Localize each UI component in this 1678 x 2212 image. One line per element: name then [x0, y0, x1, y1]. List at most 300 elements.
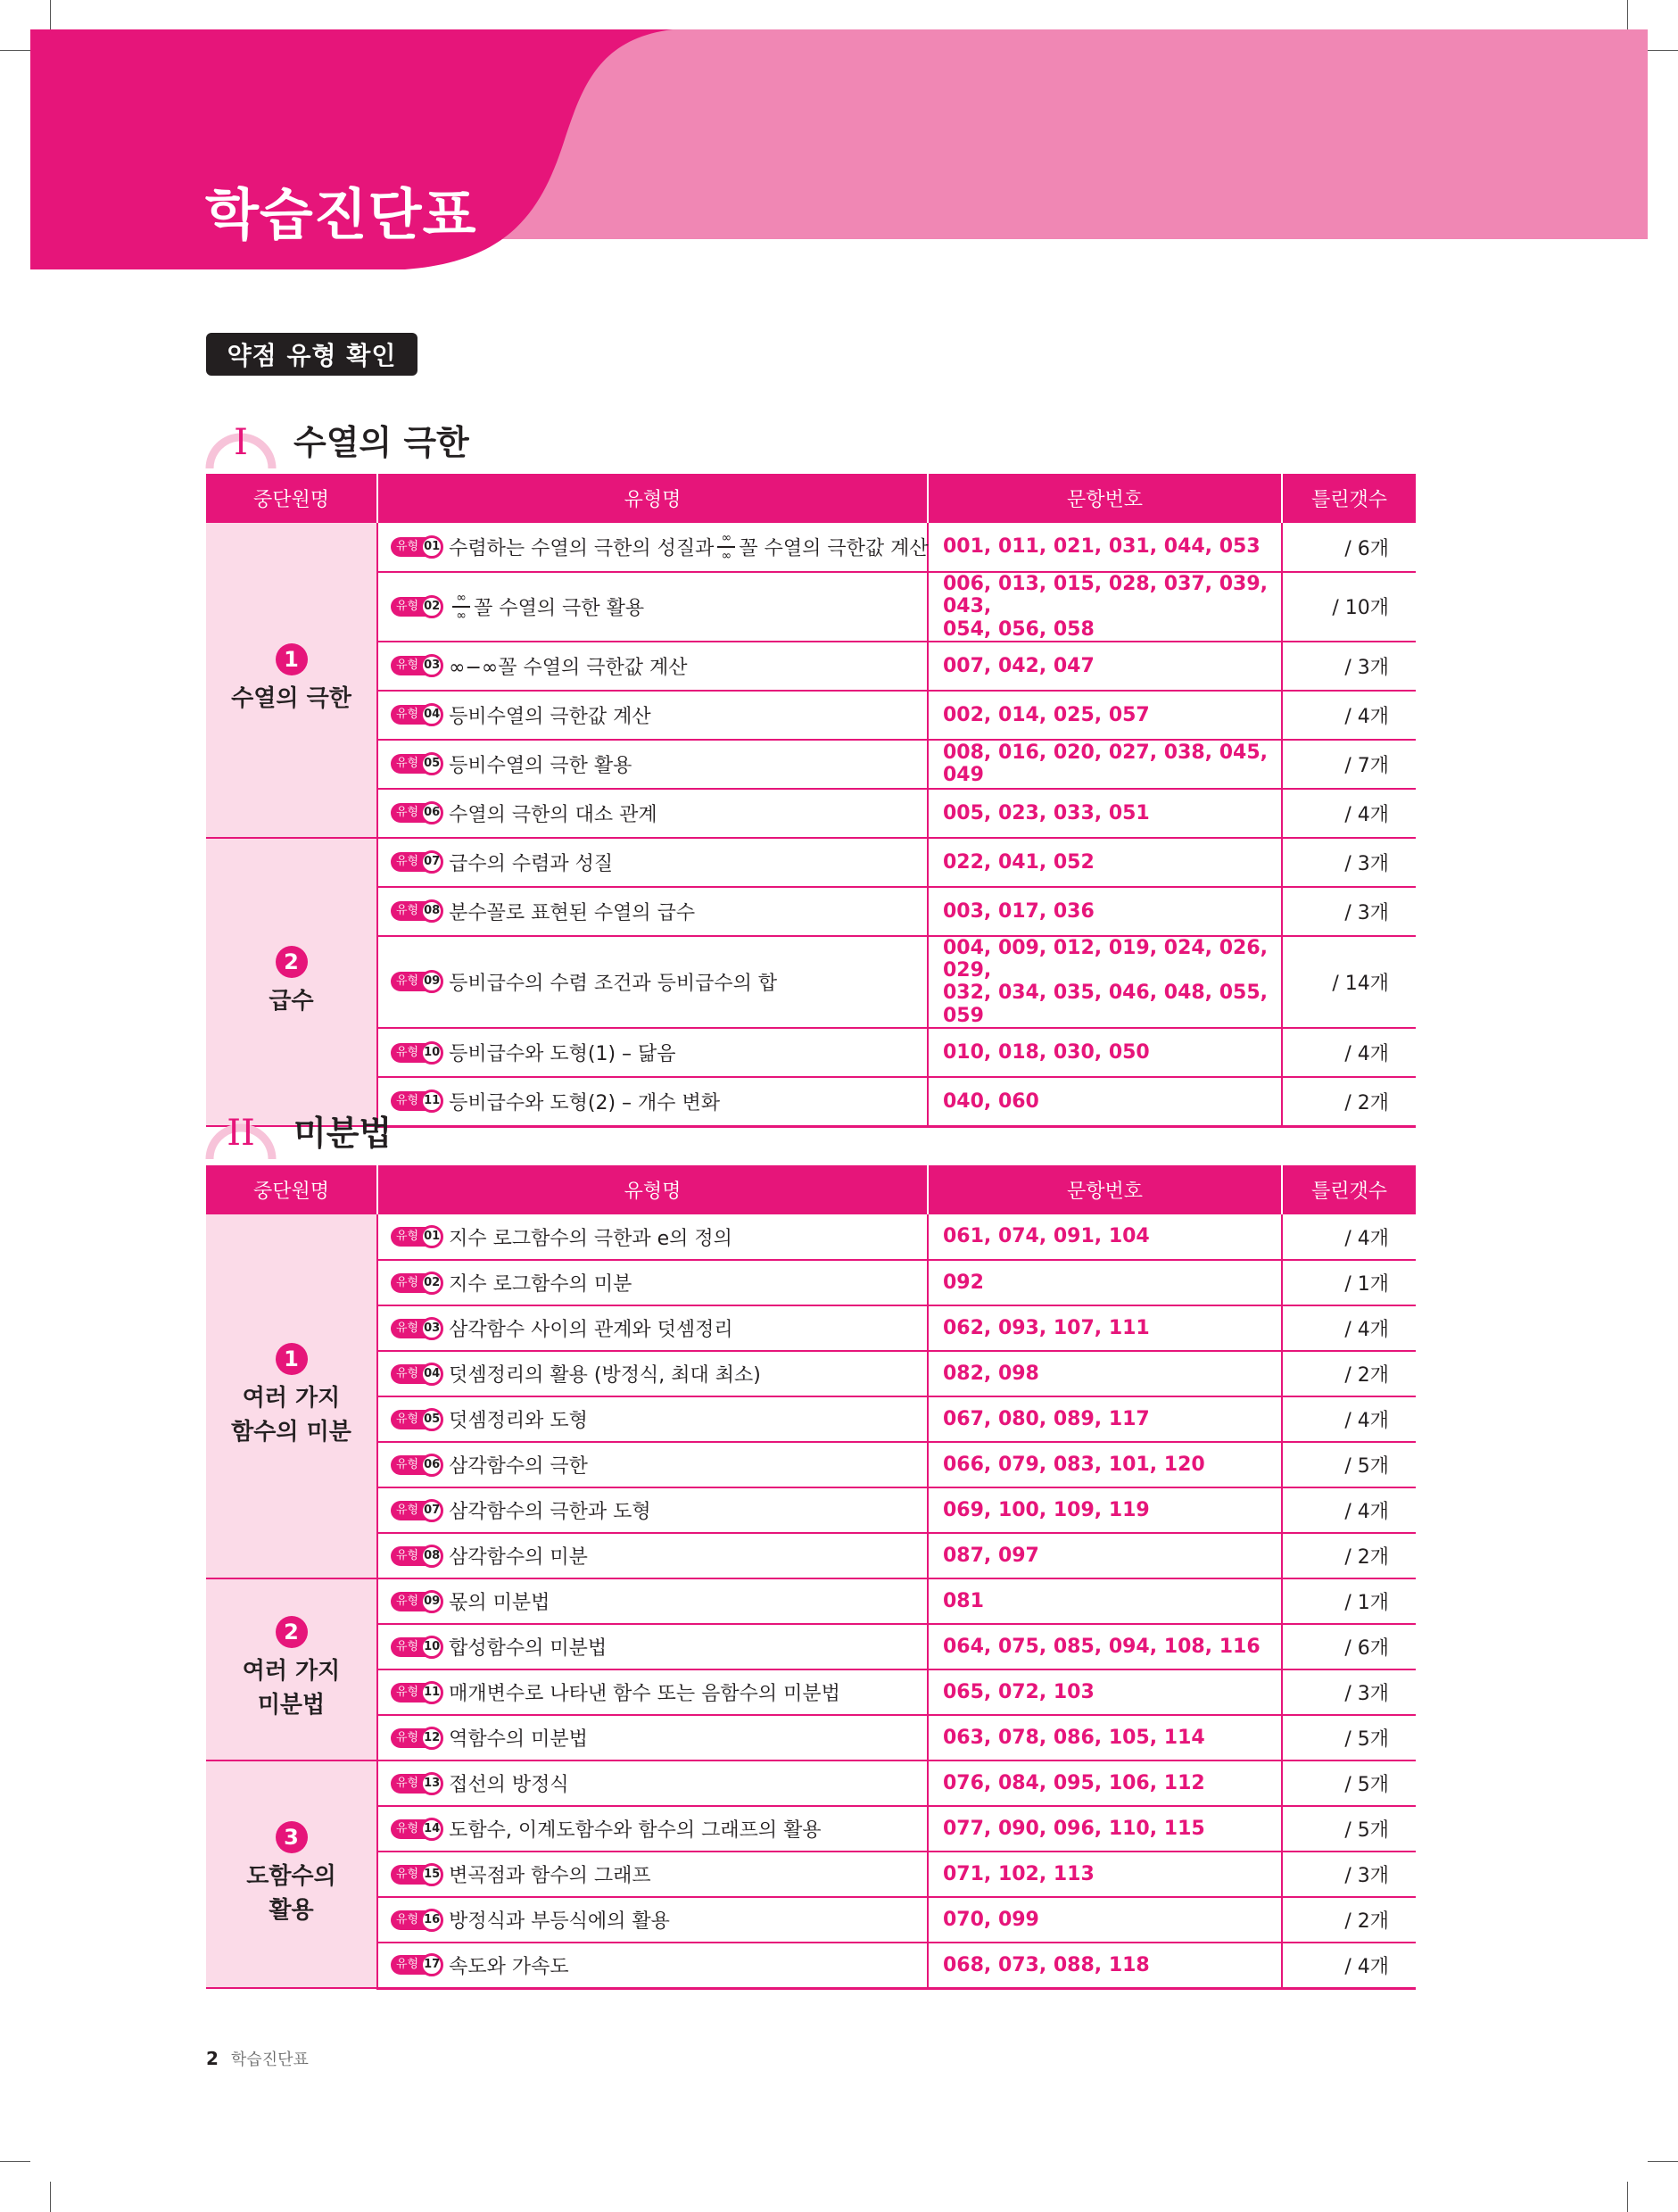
wrong-count: / 3개: [1282, 1669, 1416, 1715]
table-row: [206, 1442, 1416, 1487]
question-numbers: [928, 1260, 1282, 1305]
table-row: [206, 1028, 1416, 1077]
section-name-line: 급수: [269, 987, 314, 1015]
header-banner: [30, 29, 1648, 269]
section-cell: [206, 523, 377, 838]
type-label: 유형: [391, 537, 426, 557]
type-label: 유형: [391, 852, 426, 872]
header-type: 유형명: [377, 1165, 928, 1214]
type-badge: [391, 1272, 443, 1295]
section-name-line: 함수의 미분: [231, 1418, 351, 1446]
section-number-badge: 2: [276, 946, 308, 978]
type-number: 03: [420, 654, 443, 677]
question-numbers-line: 065, 072, 103: [943, 1680, 1095, 1703]
table-row: [206, 1578, 1416, 1624]
type-name: 분수꼴로 표현된 수열의 급수: [449, 901, 696, 924]
part-title: 수열의 극한: [293, 423, 469, 462]
frac-bar: [452, 606, 470, 608]
type-cell: [377, 523, 928, 572]
question-numbers-line: 071, 102, 113: [943, 1862, 1095, 1885]
type-name: 등비수열의 극한값 계산: [449, 705, 651, 728]
part-title: 미분법: [293, 1114, 393, 1153]
wrong-count: / 2개: [1282, 1351, 1416, 1396]
type-badge: [391, 1545, 443, 1568]
section-name: [206, 1860, 376, 1927]
question-numbers: [928, 1442, 1282, 1487]
question-numbers: [928, 1852, 1282, 1897]
type-label: 유형: [391, 1546, 426, 1566]
frac-denominator: ∞: [456, 608, 467, 623]
crop-mark: [1648, 50, 1678, 51]
question-numbers: [928, 1305, 1282, 1351]
type-name: 덧셈정리의 활용 (방정식, 최대 최소): [449, 1364, 761, 1387]
frac-numerator: ∞: [721, 531, 732, 545]
header-nums: 문항번호: [928, 474, 1282, 523]
type-name: 등비급수와 도형(2) – 개수 변화: [449, 1091, 721, 1114]
section-name: [206, 1655, 376, 1722]
type-badge: [391, 1317, 443, 1340]
type-number: 01: [420, 535, 443, 559]
type-badge: [391, 1818, 443, 1841]
type-badge: [391, 654, 443, 677]
type-cell: [377, 740, 928, 789]
type-label: 유형: [391, 1910, 426, 1930]
type-badge: [391, 1225, 443, 1248]
question-numbers-line: 064, 075, 085, 094, 108, 116: [943, 1635, 1261, 1658]
crop-mark: [1627, 2182, 1628, 2212]
section-cell: [206, 1578, 377, 1760]
wrong-count: / 6개: [1282, 523, 1416, 572]
table-row: [206, 838, 1416, 887]
section-name-line: 미분법: [257, 1692, 326, 1719]
section-cell: [206, 1760, 377, 1988]
question-numbers-line: 070, 099: [943, 1908, 1039, 1931]
type-badge: [391, 1499, 443, 1522]
type-name: 지수 로그함수의 미분: [449, 1273, 632, 1296]
type-name: 꼴 수열의 극한 활용: [474, 597, 645, 620]
type-label: 유형: [391, 597, 426, 617]
type-name: 변곡점과 함수의 그래프: [449, 1865, 651, 1887]
type-badge: [391, 752, 443, 775]
page-footer: [206, 2047, 309, 2070]
question-numbers: [928, 1806, 1282, 1852]
section-number-badge: 1: [276, 643, 308, 675]
type-number: 17: [420, 1953, 443, 1976]
type-badge: [391, 1590, 443, 1613]
header-type: 유형명: [377, 474, 928, 523]
type-number: 05: [420, 752, 443, 775]
header-wrong: 틀린갯수: [1282, 474, 1416, 523]
type-name: 매개변수로 나타낸 함수 또는 음함수의 미분법: [449, 1683, 840, 1705]
type-name: 등비급수와 도형(1) – 닮음: [449, 1043, 676, 1066]
question-numbers-line: 081: [943, 1589, 984, 1612]
type-name: 등비급수의 수렴 조건과 등비급수의 합: [449, 972, 778, 995]
type-number: 01: [420, 1225, 443, 1248]
question-numbers: [928, 1624, 1282, 1669]
type-number: 11: [420, 1089, 443, 1113]
type-number: 14: [420, 1818, 443, 1841]
table-row: [206, 1669, 1416, 1715]
wrong-count: / 4개: [1282, 1943, 1416, 1988]
type-label: 유형: [391, 1455, 426, 1475]
crop-mark: [0, 2161, 30, 2162]
type-badge: [391, 899, 443, 923]
type-name: 삼각함수 사이의 관계와 덧셈정리: [449, 1319, 733, 1341]
type-cell: [377, 691, 928, 740]
type-label: 유형: [391, 1227, 426, 1247]
frac-numerator: ∞: [456, 590, 467, 605]
question-numbers-line: 007, 042, 047: [943, 654, 1095, 677]
crop-mark: [1627, 0, 1628, 30]
type-cell: [377, 1442, 928, 1487]
type-cell: [377, 838, 928, 887]
wrong-count: / 14개: [1282, 936, 1416, 1028]
type-number: 09: [420, 970, 443, 993]
table-row: [206, 1806, 1416, 1852]
type-name: 꼴 수열의 극한값 계산: [739, 537, 929, 560]
question-numbers: [928, 1533, 1282, 1578]
question-numbers: [928, 1669, 1282, 1715]
wrong-count: / 5개: [1282, 1442, 1416, 1487]
question-numbers: [928, 740, 1282, 789]
question-numbers-line: 067, 080, 089, 117: [943, 1407, 1150, 1430]
question-numbers-line: 069, 100, 109, 119: [943, 1498, 1150, 1521]
type-badge: [391, 1863, 443, 1886]
frac-bar: [717, 546, 735, 548]
type-badge: [391, 535, 443, 559]
infinity-fraction: [717, 532, 735, 562]
type-number: 05: [420, 1408, 443, 1431]
type-number: 12: [420, 1727, 443, 1750]
question-numbers: [928, 1715, 1282, 1760]
type-cell: [377, 1487, 928, 1533]
type-cell: [377, 1305, 928, 1351]
table-row: [206, 887, 1416, 936]
table-row: [206, 1487, 1416, 1533]
part-heading: [204, 1097, 740, 1159]
wrong-count: / 5개: [1282, 1806, 1416, 1852]
type-name: 속도와 가속도: [449, 1955, 569, 1978]
wrong-count: / 4개: [1282, 1487, 1416, 1533]
type-label: 유형: [391, 656, 426, 675]
table-header-row: [206, 474, 1416, 523]
crop-mark: [50, 0, 51, 30]
type-cell: [377, 1578, 928, 1624]
type-label: 유형: [391, 1501, 426, 1520]
type-label: 유형: [391, 901, 426, 921]
question-numbers-line: 003, 017, 036: [943, 899, 1095, 923]
question-numbers: [928, 1760, 1282, 1806]
type-cell: [377, 1760, 928, 1806]
type-number: 07: [420, 850, 443, 874]
type-cell: [377, 572, 928, 642]
table-row: [206, 1715, 1416, 1760]
type-cell: [377, 1669, 928, 1715]
type-cell: [377, 936, 928, 1028]
crop-mark: [0, 50, 30, 51]
type-cell: [377, 1396, 928, 1442]
type-badge: [391, 1727, 443, 1750]
type-cell: [377, 1943, 928, 1988]
type-badge: [391, 801, 443, 824]
type-label: 유형: [391, 1091, 426, 1111]
table-row: [206, 642, 1416, 691]
type-number: 10: [420, 1041, 443, 1065]
table-row: [206, 1305, 1416, 1351]
section-name-line: 수열의 극한: [231, 685, 351, 713]
wrong-count: / 4개: [1282, 691, 1416, 740]
type-name: 방정식과 부등식에의 활용: [449, 1910, 670, 1933]
type-number: 10: [420, 1636, 443, 1659]
type-number: 03: [420, 1317, 443, 1340]
type-name: 수열의 극한의 대소 관계: [449, 803, 657, 826]
question-numbers: [928, 642, 1282, 691]
question-numbers-line: 008, 016, 020, 027, 038, 045, 049: [943, 741, 1268, 787]
question-numbers: [928, 1214, 1282, 1260]
question-numbers: [928, 936, 1282, 1028]
table-row: [206, 1260, 1416, 1305]
question-numbers: [928, 1897, 1282, 1943]
type-label: 유형: [391, 1819, 426, 1839]
type-number: 08: [420, 899, 443, 923]
type-label: 유형: [391, 803, 426, 823]
table-row: [206, 1897, 1416, 1943]
question-numbers-line: 087, 097: [943, 1544, 1039, 1567]
type-badge: [391, 970, 443, 993]
wrong-count: / 2개: [1282, 1533, 1416, 1578]
question-numbers-line: 002, 014, 025, 057: [943, 703, 1150, 726]
question-numbers: [928, 1396, 1282, 1442]
question-numbers: [928, 691, 1282, 740]
type-label: 유형: [391, 1774, 426, 1794]
type-number: 08: [420, 1545, 443, 1568]
type-cell: [377, 789, 928, 838]
table-row: [206, 936, 1416, 1028]
type-cell: [377, 1260, 928, 1305]
table-row: [206, 1760, 1416, 1806]
wrong-count: / 1개: [1282, 1260, 1416, 1305]
type-number: 04: [420, 1363, 443, 1386]
wrong-count: / 4개: [1282, 1028, 1416, 1077]
table-row: [206, 1396, 1416, 1442]
table-row: [206, 572, 1416, 642]
section-name-line: 여러 가지: [242, 1384, 341, 1412]
wrong-count: / 3개: [1282, 642, 1416, 691]
table-row: [206, 691, 1416, 740]
wrong-count: / 3개: [1282, 1852, 1416, 1897]
type-badge: [391, 1363, 443, 1386]
section-number-badge: 2: [276, 1616, 308, 1648]
part-numeral: II: [227, 1113, 255, 1154]
table-row: [206, 1943, 1416, 1988]
wrong-count: / 3개: [1282, 887, 1416, 936]
type-number: 11: [420, 1681, 443, 1704]
type-name: 삼각함수의 극한과 도형: [449, 1501, 651, 1523]
type-cell: [377, 1897, 928, 1943]
section-name: [206, 1382, 376, 1449]
wrong-count: / 4개: [1282, 1305, 1416, 1351]
type-cell: [377, 1214, 928, 1260]
question-numbers: [928, 1077, 1282, 1126]
type-name: 몫의 미분법: [449, 1592, 550, 1614]
wrong-count: / 1개: [1282, 1578, 1416, 1624]
type-number: 07: [420, 1499, 443, 1522]
question-numbers: [928, 1943, 1282, 1988]
wrong-count: / 3개: [1282, 838, 1416, 887]
question-numbers-line: 010, 018, 030, 050: [943, 1040, 1150, 1064]
question-numbers: [928, 1578, 1282, 1624]
type-label: 유형: [391, 1728, 426, 1748]
type-badge: [391, 1636, 443, 1659]
type-label: 유형: [391, 972, 426, 991]
question-numbers: [928, 1487, 1282, 1533]
table-row: [206, 1533, 1416, 1578]
type-cell: [377, 1624, 928, 1669]
wrong-count: / 6개: [1282, 1624, 1416, 1669]
type-badge: [391, 1953, 443, 1976]
wrong-count: / 10개: [1282, 572, 1416, 642]
type-cell: [377, 1533, 928, 1578]
type-number: 06: [420, 1454, 443, 1477]
table-row: [206, 523, 1416, 572]
wrong-count: / 4개: [1282, 789, 1416, 838]
question-numbers-line: 063, 078, 086, 105, 114: [943, 1726, 1205, 1749]
type-cell: [377, 1028, 928, 1077]
question-numbers-line: 092: [943, 1271, 984, 1294]
question-numbers-line: 054, 056, 058: [943, 617, 1095, 641]
type-cell: [377, 1852, 928, 1897]
question-numbers-line: 076, 084, 095, 106, 112: [943, 1771, 1205, 1794]
question-numbers-line: 022, 041, 052: [943, 850, 1095, 874]
question-numbers-line: 040, 060: [943, 1089, 1039, 1113]
type-number: 13: [420, 1772, 443, 1795]
type-cell: [377, 1806, 928, 1852]
wrong-count: / 5개: [1282, 1715, 1416, 1760]
type-label: 유형: [391, 1364, 426, 1384]
question-numbers: [928, 789, 1282, 838]
type-name: 지수 로그함수의 극한과 e의 정의: [449, 1227, 732, 1250]
section-name-line: 도함수의: [246, 1862, 336, 1890]
footer-title: 학습진단표: [230, 2050, 309, 2069]
type-name: 삼각함수의 극한: [449, 1455, 588, 1478]
type-label: 유형: [391, 1410, 426, 1429]
section-cell: [206, 838, 377, 1126]
section-badge: 약점 유형 확인: [206, 333, 417, 376]
type-badge: [391, 1041, 443, 1065]
type-name: 급수의 수렴과 성질: [449, 852, 614, 875]
section-name-line: 여러 가지: [242, 1658, 341, 1686]
type-label: 유형: [391, 1592, 426, 1611]
page-number: 2: [206, 2048, 219, 2069]
type-name: 역함수의 미분법: [449, 1728, 588, 1751]
type-badge: [391, 1909, 443, 1932]
type-badge: [391, 703, 443, 726]
section-number-badge: 1: [276, 1343, 308, 1375]
wrong-count: / 4개: [1282, 1214, 1416, 1260]
type-number: 16: [420, 1909, 443, 1932]
table-row: [206, 1214, 1416, 1260]
type-name: 삼각함수의 미분: [449, 1546, 588, 1569]
question-numbers-line: 032, 034, 035, 046, 048, 055, 059: [943, 982, 1268, 1027]
section-name: [206, 683, 376, 717]
question-numbers-line: 082, 098: [943, 1362, 1039, 1385]
type-number: 15: [420, 1863, 443, 1886]
section-name-line: 활용: [269, 1896, 314, 1924]
question-numbers: [928, 1028, 1282, 1077]
header-unit: 중단원명: [206, 474, 377, 523]
wrong-count: / 2개: [1282, 1897, 1416, 1943]
type-name: 등비수열의 극한 활용: [449, 754, 632, 777]
type-number: 02: [420, 1272, 443, 1295]
type-label: 유형: [391, 1043, 426, 1063]
frac-denominator: ∞: [721, 549, 732, 563]
type-label: 유형: [391, 705, 426, 725]
type-badge: [391, 1408, 443, 1431]
header-unit: 중단원명: [206, 1165, 377, 1214]
header-nums: 문항번호: [928, 1165, 1282, 1214]
section-name: [206, 985, 376, 1019]
question-numbers: [928, 887, 1282, 936]
table-row: [206, 1852, 1416, 1897]
question-numbers-line: 061, 074, 091, 104: [943, 1225, 1150, 1248]
question-numbers: [928, 1351, 1282, 1396]
type-number: 04: [420, 703, 443, 726]
question-numbers-line: 006, 013, 015, 028, 037, 039, 043,: [943, 573, 1268, 618]
type-label: 유형: [391, 1319, 426, 1338]
type-label: 유형: [391, 1683, 426, 1702]
type-name-prefix: 수렴하는 수열의 극한의 성질과: [449, 537, 715, 560]
question-numbers-line: 066, 079, 083, 101, 120: [943, 1453, 1205, 1476]
part-numeral: I: [234, 422, 248, 463]
type-badge: [391, 850, 443, 874]
question-numbers-line: 068, 073, 088, 118: [943, 1953, 1150, 1976]
table-row: [206, 1624, 1416, 1669]
type-number: 09: [420, 1590, 443, 1613]
type-cell: [377, 1351, 928, 1396]
type-label: 유형: [391, 1865, 426, 1885]
type-cell: [377, 1715, 928, 1760]
table-row: [206, 789, 1416, 838]
type-cell: [377, 887, 928, 936]
table-row: [206, 1351, 1416, 1396]
question-numbers-line: 005, 023, 033, 051: [943, 801, 1150, 824]
wrong-count: / 5개: [1282, 1760, 1416, 1806]
question-numbers-line: 004, 009, 012, 019, 024, 026, 029,: [943, 936, 1268, 982]
question-numbers-line: 001, 011, 021, 031, 044, 053: [943, 535, 1261, 559]
type-badge: [391, 595, 443, 618]
type-number: 02: [420, 595, 443, 618]
type-label: 유형: [391, 1273, 426, 1293]
type-label: 유형: [391, 1637, 426, 1657]
diagnosis-table: [206, 1165, 1416, 1990]
table-header-row: [206, 1165, 1416, 1214]
wrong-count: / 2개: [1282, 1077, 1416, 1126]
type-name: 접선의 방정식: [449, 1774, 569, 1796]
type-label: 유형: [391, 754, 426, 774]
question-numbers-line: 062, 093, 107, 111: [943, 1316, 1150, 1339]
type-label: 유형: [391, 1955, 426, 1975]
question-numbers: [928, 572, 1282, 642]
wrong-count: / 7개: [1282, 740, 1416, 789]
question-numbers-line: 077, 090, 096, 110, 115: [943, 1817, 1205, 1840]
section-cell: [206, 1214, 377, 1578]
table-row: [206, 740, 1416, 789]
type-badge: [391, 1772, 443, 1795]
header-wrong: 틀린갯수: [1282, 1165, 1416, 1214]
crop-mark: [50, 2182, 51, 2212]
type-name: 도함수, 이계도함수와 함수의 그래프의 활용: [449, 1819, 822, 1842]
type-number: 06: [420, 801, 443, 824]
